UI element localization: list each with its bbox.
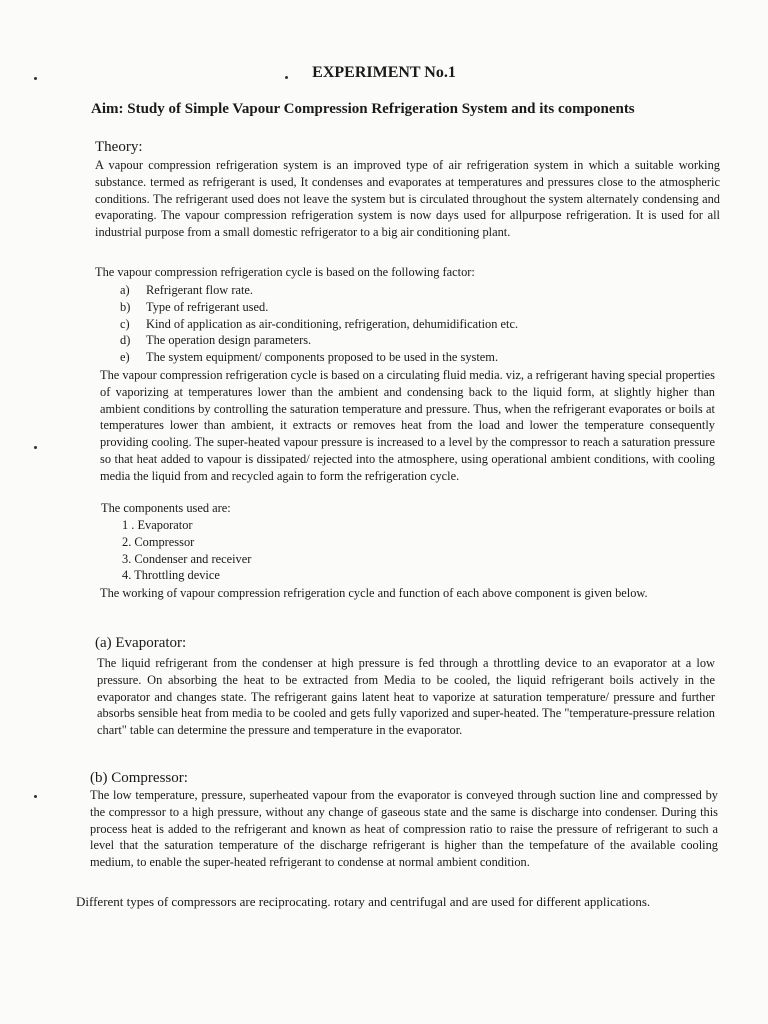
aim-heading: Aim: Study of Simple Vapour Compression Refrigeration System and its components bbox=[91, 101, 635, 117]
scan-speck bbox=[34, 795, 37, 798]
list-item: b) Type of refrigerant used. bbox=[120, 299, 269, 314]
factor-intro: The vapour compression refrigeration cycle is based on the following factor: bbox=[95, 265, 475, 279]
compressor-types-paragraph: Different types of compressors are reciprocating. rotary and centrifugal and are used for different applications. bbox=[76, 894, 651, 909]
list-item: d) The operation design parameters. bbox=[120, 333, 312, 348]
components-intro: The components used are: bbox=[101, 501, 231, 515]
compressor-paragraph: The low temperature, pressure, superheated vapour from the evaporator is conveyed through suction line and compressed by the compressor to a high pressure, without any change of gaseous state and the same is discharge into condenser. During this process heat is added to the refrigerant and known as heat of compression ratio to raise the pressure of refrigerant to such a level that the saturation temperature of the discharge refrigerant is higher than the tempefature of the available cooling medium, to enable the super-heated refrigerant to condense at normal ambient condition. bbox=[90, 788, 718, 870]
list-item: 4. Throttling device bbox=[122, 568, 220, 583]
evaporator-heading: (a) Evaporator: bbox=[95, 635, 187, 651]
list-item: 1 . Evaporator bbox=[122, 518, 193, 532]
theory-heading: Theory: bbox=[95, 139, 143, 155]
experiment-title: EXPERIMENT No.1 bbox=[312, 64, 456, 81]
list-item: a) Refrigerant flow rate. bbox=[120, 283, 253, 297]
working-paragraph: The working of vapour compression refrigeration cycle and function of each above component is given below. bbox=[100, 586, 648, 600]
theory-intro-paragraph: A vapour compression refrigeration system is an improved type of air refrigeration system in which a suitable working substance. termed as refrigerant is used, It condenses and evaporates at temperatures and pressures close to the atmospheric conditions. The refrigerant used does not leave the system but is circulated throughout the system alternately condensing and evaporating. The vapour compression refrigeration system is now days used for allpurpose refrigeration. It is used for all industrial purpose from a small domestic refrigerator to a big air conditioning plant. bbox=[95, 158, 720, 240]
cycle-paragraph: The vapour compression refrigeration cycle is based on a circulating fluid media. viz, a refrigerant having special properties of vaporizing at temperatures lower than the ambient and condensing back to the liquid form, at slightly higher than ambient conditions by controlling the saturation temperature and pressure. Thus, when the refrigerant evaporates or boils at temperatures lower than ambient, it extracts or removes heat from the load and lower the temperature consequently providing cooling. The super-heated vapour pressure is increased to a level by the compressor to reach a saturation pressure so that heat added to vapour is dissipated/ rejected into the atmosphere, using operational ambient conditions, with cooling media the liquid from and recycled again to form the refrigeration cycle. bbox=[100, 368, 715, 483]
list-item: c) Kind of application as air-conditioning, refrigeration, dehumidification etc. bbox=[120, 316, 519, 331]
compressor-heading: (b) Compressor: bbox=[90, 770, 188, 786]
evaporator-paragraph: The liquid refrigerant from the condenser at high pressure is fed through a throttling device to an evaporator at a low pressure. On absorbing the heat to be extracted from Media to be cooled, the liquid refrigerant boils actively in the evaporator and changes state. The refrigerant gains latent heat to vaporize at saturation temperature/ pressure and further absorbs sensible heat from media to be cooled and gets fully vaporized and super-heated. The "temperature-pressure relation chart" table can determine the pressure and temperature in the evaporator. bbox=[97, 656, 715, 738]
scan-speck bbox=[34, 446, 37, 449]
components-list bbox=[122, 517, 251, 584]
list-item: e) The system equipment/ components proposed to be used in the system. bbox=[120, 350, 499, 365]
list-item: 3. Condenser and receiver bbox=[122, 551, 252, 566]
factor-list bbox=[120, 282, 518, 366]
list-item: 2. Compressor bbox=[122, 534, 195, 549]
